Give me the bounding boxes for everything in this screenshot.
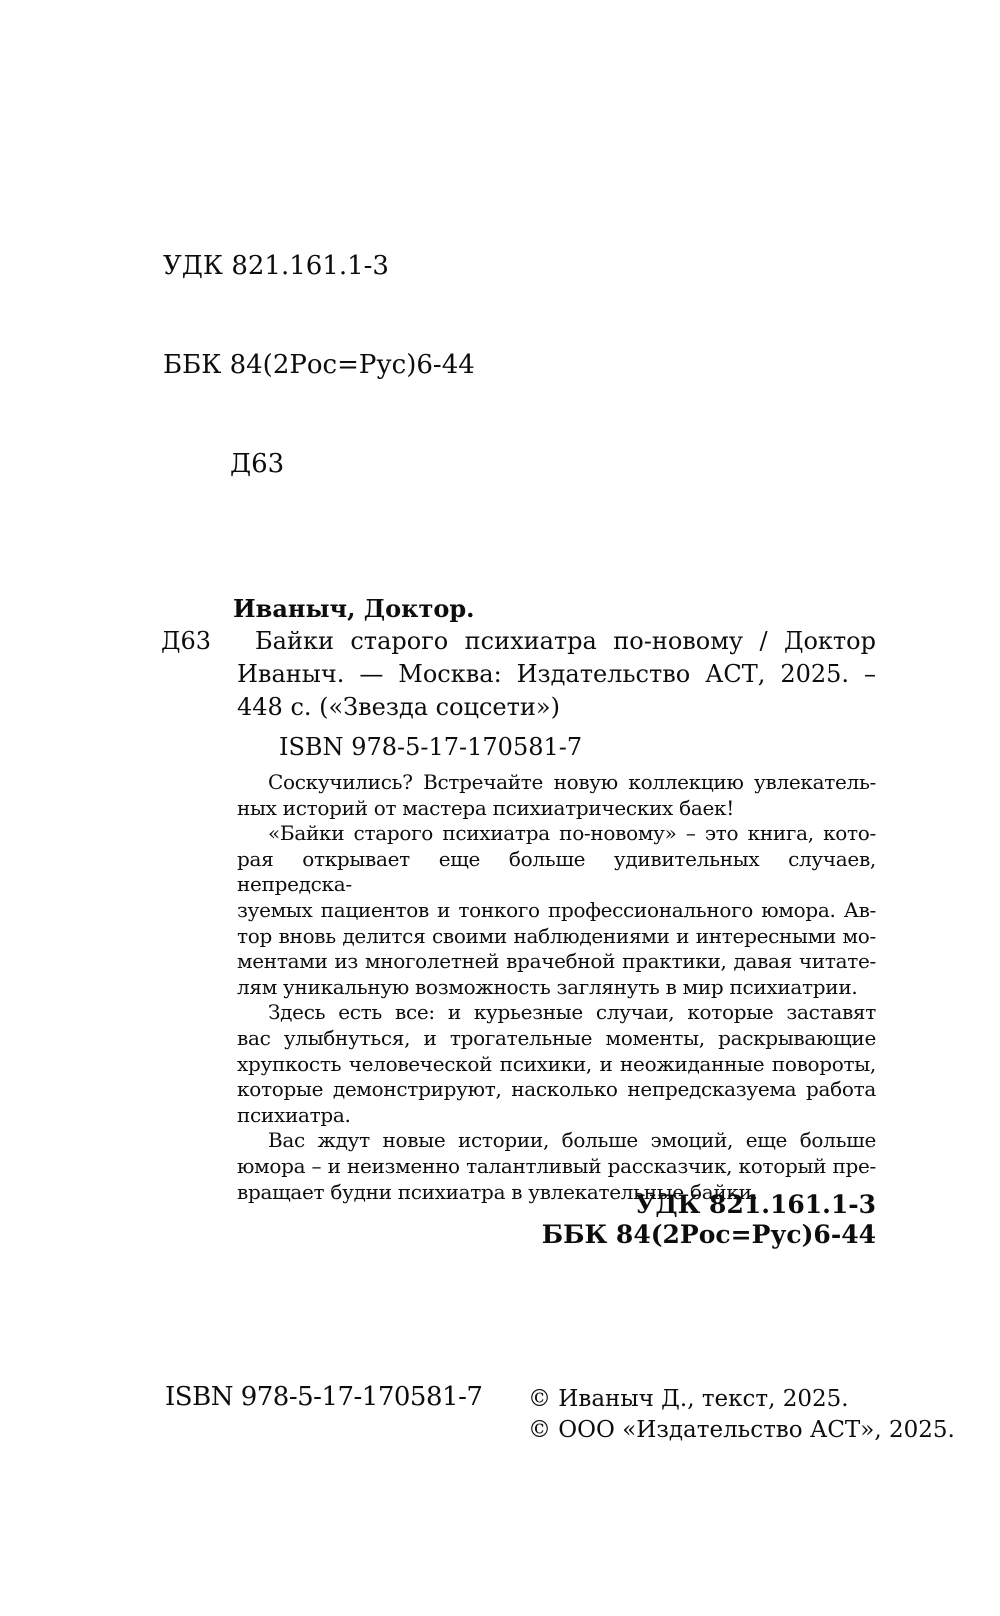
bbk-line-bottom: ББК 84(2Рос=Рус)6-44 [541,1220,876,1249]
annotation-line: тор вновь делится своими наблюдениями и интересными мо- [237,923,876,948]
annotation-line: юмора – и неизменно талантливый рассказчик, который пре- [237,1153,876,1178]
catalog-line: 448 с. («Звезда соцсети») [237,693,560,721]
annotation-line: хрупкость человеческой психики, и неожиданные повороты, [237,1051,876,1076]
classification-footer [237,1190,876,1250]
annotation-line: ных историй от мастера психиатрических баек! [237,795,734,820]
annotation-line: зуемых пациентов и тонкого профессионального юмора. Ав- [237,897,876,922]
annotation-paragraph [237,1000,876,1128]
copyright-line-author: © Иваныч Д., текст, 2025. [528,1386,849,1412]
annotation-line: лям уникальную возможность заглянуть в мир психиатрии. [237,974,858,999]
catalog-author: Иваныч, Доктор. [233,594,475,623]
annotation-line: которые демонстрируют, насколько непредсказуема работа [237,1077,876,1102]
annotation-line: вращает будни психиатра в увлекательные байки. [237,1179,758,1204]
footer-isbn: ISBN 978-5-17-170581-7 [165,1382,483,1412]
annotation [237,770,876,1205]
catalog-entry-lines [237,625,876,724]
udk-line: УДК 821.161.1-3 [163,251,389,281]
annotation-line: вас улыбнуться, и трогательные моменты, раскрывающие [237,1025,876,1050]
annotation-line: «Байки старого психиатра по-новому» – это книга, кото- [268,821,876,846]
author-sign-line: Д63 [230,449,285,479]
copyright-block [528,1384,955,1446]
classification-block [163,184,475,547]
copyright-line-publisher: © ООО «Издательство АСТ», 2025. [528,1417,955,1443]
annotation-line: психиатра. [237,1102,351,1127]
annotation-line: ментами из многолетней врачебной практики, давая читате- [237,949,876,974]
annotation-paragraph [237,821,876,1000]
catalog-isbn: ISBN 978-5-17-170581-7 [279,733,583,761]
udk-line-bottom: УДК 821.161.1-3 [635,1190,876,1219]
annotation-line: рая открывает еще больше удивительных случаев, непредска- [237,846,876,897]
catalog-line: Иваныч. — Москва: Издательство АСТ, 2025. – [237,660,876,688]
catalog-line: Байки старого психиатра по-новому / Доктор [255,627,876,655]
annotation-line: Здесь есть все: и курьезные случаи, которые заставят [268,1000,876,1025]
annotation-paragraph [237,770,876,821]
annotation-line: Вас ждут новые истории, больше эмоций, еще больше [268,1128,876,1153]
catalog-margin-label: Д63 [161,627,212,655]
catalog-card [161,592,876,764]
bbk-line: ББК 84(2Рос=Рус)6-44 [163,350,475,380]
catalog-entry [161,625,876,724]
annotation-line: Соскучились? Встречайте новую коллекцию увлекатель- [268,770,876,794]
